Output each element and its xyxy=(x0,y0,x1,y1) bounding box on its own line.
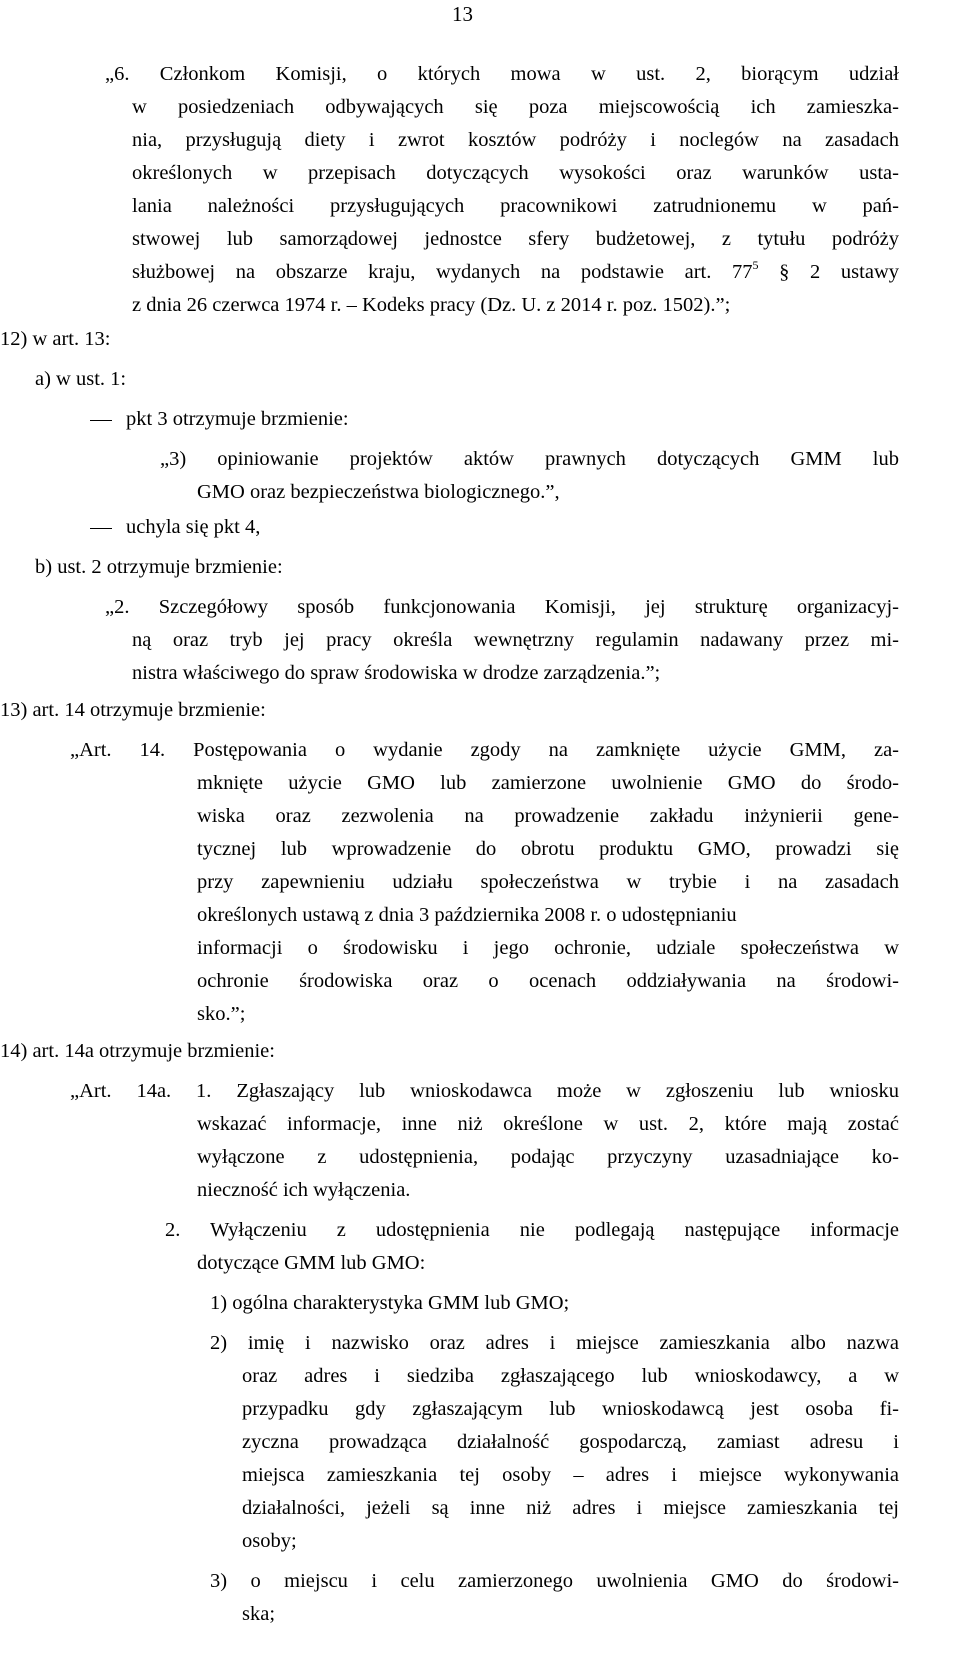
line-text: nistra właściwego do spraw środowiska w drodze zarządzenia.”; xyxy=(132,662,661,684)
line-text: ochronie środowiska oraz o ocenach oddziaływania na środowi- xyxy=(197,970,899,992)
text-line xyxy=(132,194,899,218)
dash-bullet xyxy=(90,420,112,421)
text-line xyxy=(132,227,899,251)
line-text: 1) ogólna charakterystyka GMM lub GMO; xyxy=(210,1292,570,1314)
text-line xyxy=(197,771,899,795)
text-line xyxy=(132,161,899,185)
text-line xyxy=(132,628,899,652)
line-text: działalności, jeżeli są inne niż adres i miejsce zamieszkania tej xyxy=(242,1497,899,1519)
line-text: 12) w art. 13: xyxy=(0,328,111,350)
dash-bullet xyxy=(90,528,112,529)
line-text: pkt 3 otrzymuje brzmienie: xyxy=(126,408,349,430)
line-text: tycznej lub wprowadzenie do obrotu produktu GMO, prowadzi się xyxy=(197,838,899,860)
line-text: służbowej na obszarze kraju, wydanych na podstawie art. 77 xyxy=(132,261,753,283)
line-text: „6. Członkom Komisji, o których mowa w ust. 2, biorącym udział xyxy=(105,63,899,85)
line-text: z dnia 26 czerwca 1974 r. – Kodeks pracy (Dz. U. z 2014 r. poz. 1502).”; xyxy=(132,294,731,316)
text-line xyxy=(160,447,899,471)
line-text: informacji o środowisku i jego ochronie, udziale społeczeństwa w xyxy=(197,937,899,959)
text-line xyxy=(197,903,737,927)
text-line xyxy=(132,260,899,284)
line-text: a) w ust. 1: xyxy=(35,368,127,390)
line-text: 3) o miejscu i celu zamierzonego uwolnienia GMO do środowi- xyxy=(210,1570,899,1592)
line-text: w posiedzeniach odbywających się poza miejscowością ich zamieszka- xyxy=(132,96,899,118)
line-text: określonych w przepisach dotyczących wysokości oraz warunków usta- xyxy=(132,162,899,184)
text-line xyxy=(242,1364,899,1388)
line-text: „2. Szczegółowy sposób funkcjonowania Komisji, jej strukturę organizacyj- xyxy=(105,596,899,618)
line-text: przypadku gdy zgłaszającym lub wnioskodawcą jest osoba fi- xyxy=(242,1398,899,1420)
text-line xyxy=(132,293,730,317)
line-text: zyczna prowadząca działalność gospodarczą, zamiast adresu i xyxy=(242,1431,899,1453)
text-line xyxy=(197,837,899,861)
text-line xyxy=(242,1496,899,1520)
text-line xyxy=(197,936,899,960)
line-text: określonych ustawą z dnia 3 października 2008 r. o udostępnianiu xyxy=(197,904,737,926)
text-line xyxy=(197,1112,899,1136)
text-line xyxy=(242,1602,275,1626)
text-line xyxy=(197,969,899,993)
line-text: „Art. 14. Postępowania o wydanie zgody na zamknięte użycie GMM, za- xyxy=(70,739,899,761)
text-line xyxy=(242,1529,297,1553)
line-text: nieczność ich wyłączenia. xyxy=(197,1179,411,1201)
text-line xyxy=(132,95,899,119)
text-line xyxy=(197,1145,899,1169)
line-text: uchyla się pkt 4, xyxy=(126,516,261,538)
text-line xyxy=(210,1291,569,1315)
text-line xyxy=(197,1251,425,1275)
line-text: b) ust. 2 otrzymuje brzmienie: xyxy=(35,556,283,578)
line-text: GMO oraz bezpieczeństwa biologicznego.”, xyxy=(197,481,560,503)
text-line xyxy=(90,515,260,539)
text-line xyxy=(35,555,283,579)
superscript: 5 xyxy=(752,258,759,272)
line-text: nia, przysługują diety i zwrot kosztów podróży i noclegów na zasadach xyxy=(132,129,899,151)
text-line xyxy=(70,1079,899,1103)
line-text: ska; xyxy=(242,1603,276,1625)
line-text: stwowej lub samorządowej jednostce sfery budżetowej, z tytułu podróży xyxy=(132,228,899,250)
line-text: oraz adres i siedziba zgłaszającego lub wnioskodawcy, a w xyxy=(242,1365,899,1387)
text-line xyxy=(105,595,899,619)
text-line xyxy=(242,1430,899,1454)
text-line xyxy=(197,480,560,504)
line-text: 13) art. 14 otrzymuje brzmienie: xyxy=(0,699,266,721)
line-text: wyłączone z udostępnienia, podając przyczyny uzasadniające ko- xyxy=(197,1146,899,1168)
text-line xyxy=(242,1397,899,1421)
text-line xyxy=(0,327,110,351)
text-line xyxy=(197,1178,410,1202)
text-line xyxy=(210,1331,899,1355)
line-text: wiska oraz zezwolenia na prowadzenie zakładu inżynierii gene- xyxy=(197,805,899,827)
line-text: wskazać informacje, inne niż określone w ust. 2, które mają zostać xyxy=(197,1113,899,1135)
line-text: 2) imię i nazwisko oraz adres i miejsce zamieszkania albo nazwa xyxy=(210,1332,899,1354)
line-text: 2. Wyłączeniu z udostępnienia nie podlegają następujące informacje xyxy=(165,1219,899,1241)
text-line xyxy=(35,367,126,391)
line-text: „3) opiniowanie projektów aktów prawnych dotyczących GMM lub xyxy=(160,448,899,470)
line-text: sko.”; xyxy=(197,1003,246,1025)
text-line xyxy=(197,804,899,828)
line-text: ną oraz tryb jej pracy określa wewnętrzny regulamin nadawany przez mi- xyxy=(132,629,899,651)
text-line xyxy=(210,1569,899,1593)
line-text: lania należności przysługujących pracownikowi zatrudnionemu w pań- xyxy=(132,195,899,217)
text-line xyxy=(105,62,899,86)
text-line xyxy=(165,1218,899,1242)
text-line xyxy=(132,128,899,152)
line-text: osoby; xyxy=(242,1530,297,1552)
text-line xyxy=(197,1002,245,1026)
text-line xyxy=(0,1039,275,1063)
line-text: 14) art. 14a otrzymuje brzmienie: xyxy=(0,1040,275,1062)
text-line xyxy=(197,870,899,894)
page-number: 13 xyxy=(452,2,473,26)
line-text: dotyczące GMM lub GMO: xyxy=(197,1252,426,1274)
text-line xyxy=(90,407,349,431)
line-text: miejsca zamieszkania tej osoby – adres i miejsce wykonywania xyxy=(242,1464,899,1486)
line-text: „Art. 14a. 1. Zgłaszający lub wnioskodawca może w zgłoszeniu lub wniosku xyxy=(70,1080,899,1102)
text-line xyxy=(70,738,899,762)
text-line xyxy=(132,661,660,685)
line-text-after: § 2 ustawy xyxy=(758,261,899,283)
line-text: przy zapewnieniu udziału społeczeństwa w trybie i na zasadach xyxy=(197,871,899,893)
text-line xyxy=(0,698,266,722)
line-text: mknięte użycie GMO lub zamierzone uwolnienie GMO do środo- xyxy=(197,772,899,794)
text-line xyxy=(242,1463,899,1487)
